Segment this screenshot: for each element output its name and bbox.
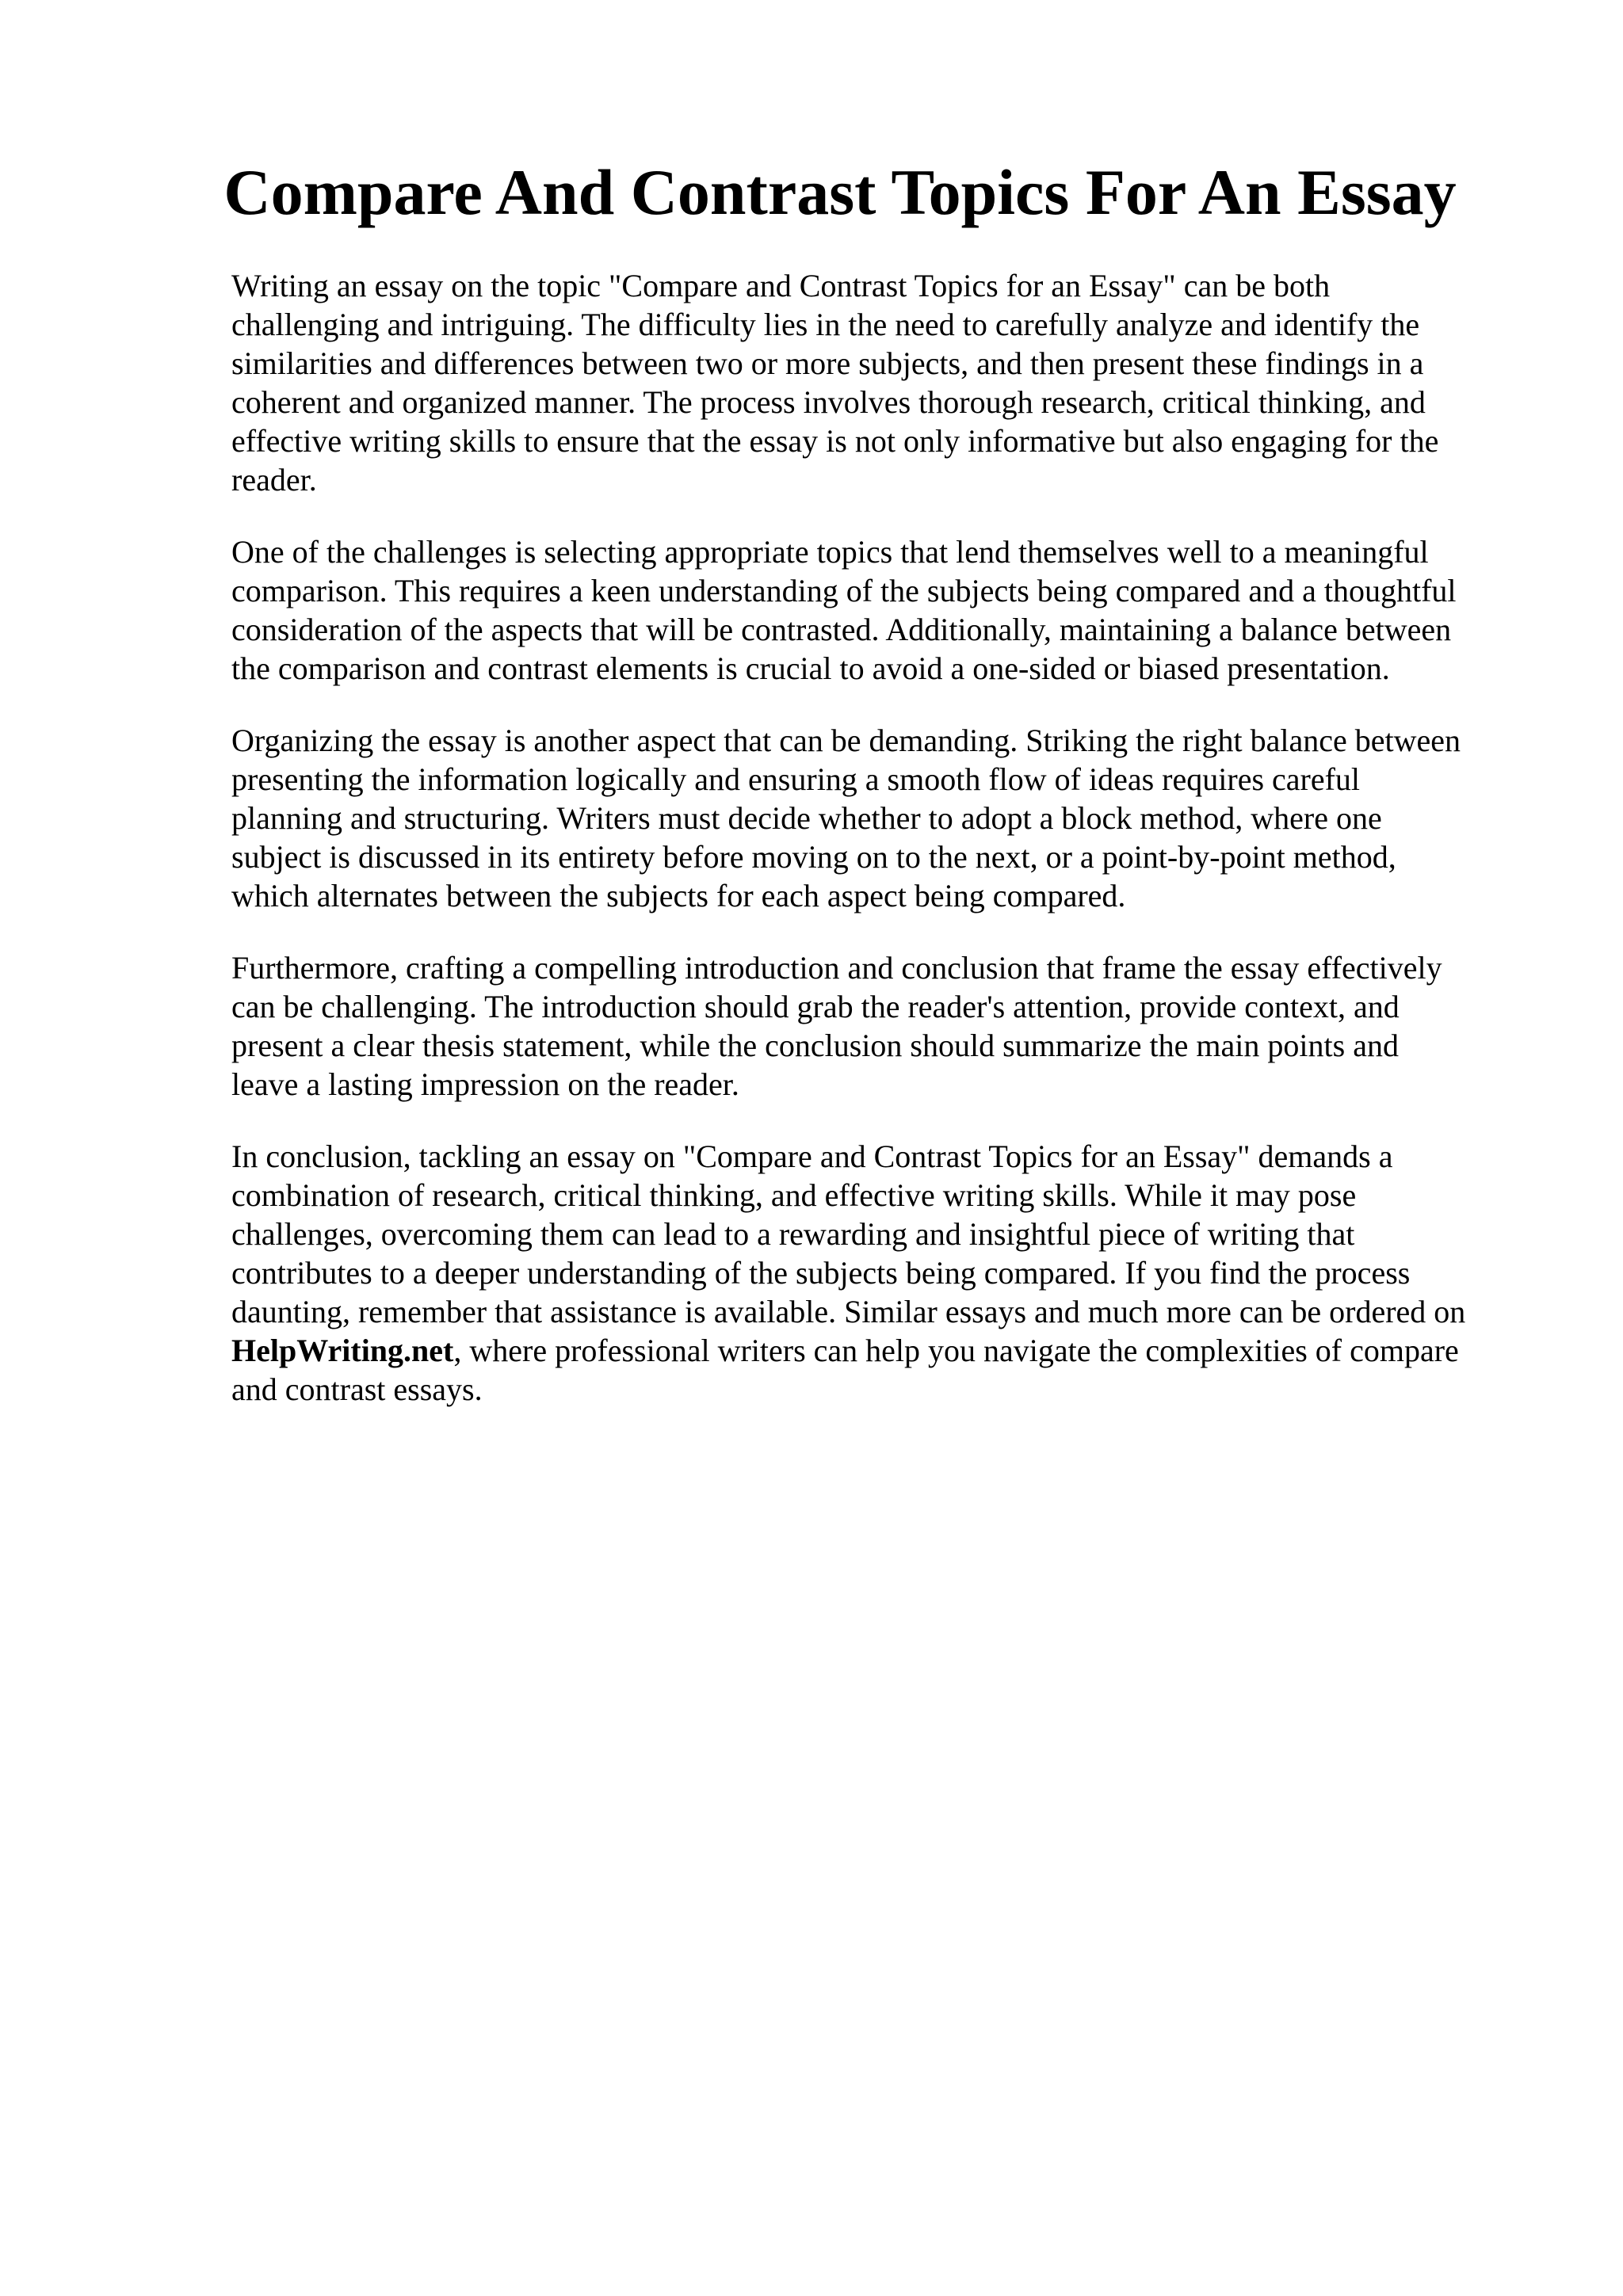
text-line: the comparison and contrast elements is crucial to avoid a one-sided or biased presentation. <box>231 650 1390 686</box>
text-line: which alternates between the subjects for each aspect being compared. <box>231 878 1126 913</box>
text-line: consideration of the aspects that will be contrasted. Additionally, maintaining a balance between <box>231 612 1452 647</box>
text-line: Writing an essay on the topic "Compare and Contrast Topics for an Essay" can be both <box>231 268 1331 303</box>
text-line: similarities and differences between two or more subjects, and then present these findings in a <box>231 345 1424 381</box>
paragraph-topic-selection <box>231 532 1531 688</box>
text-line-with-brand <box>231 1331 1531 1370</box>
text-line: effective writing skills to ensure that the essay is not only informative but also engaging for the <box>231 423 1439 459</box>
paragraph-intro <box>231 266 1531 499</box>
document-title: Compare And Contrast Topics For An Essay <box>223 156 1457 228</box>
text-line: Organizing the essay is another aspect that can be demanding. Striking the right balance between <box>231 723 1461 758</box>
text-line: leave a lasting impression on the reader. <box>231 1066 739 1102</box>
text-line: In conclusion, tackling an essay on "Compare and Contrast Topics for an Essay" demands a <box>231 1138 1393 1174</box>
text-line: contributes to a deeper understanding of the subjects being compared. If you find the process <box>231 1255 1411 1291</box>
text-line: One of the challenges is selecting appropriate topics that lend themselves well to a meaningful <box>231 534 1429 570</box>
text-line: reader. <box>231 462 317 498</box>
paragraph-conclusion <box>231 1137 1531 1409</box>
text-line: comparison. This requires a keen understanding of the subjects being compared and a thoughtful <box>231 573 1457 608</box>
text-line: challenging and intriguing. The difficulty lies in the need to carefully analyze and identify the <box>231 307 1420 342</box>
text-line: daunting, remember that assistance is available. Similar essays and much more can be ordered on <box>231 1294 1466 1329</box>
text-line: subject is discussed in its entirety before moving on to the next, or a point-by-point method, <box>231 839 1396 875</box>
text-line: planning and structuring. Writers must decide whether to adopt a block method, where one <box>231 800 1382 836</box>
text-line: can be challenging. The introduction should grab the reader's attention, provide context, and <box>231 989 1400 1024</box>
document-body <box>231 266 1531 1442</box>
text-line: challenges, overcoming them can lead to a rewarding and insightful piece of writing that <box>231 1216 1355 1252</box>
text-line: coherent and organized manner. The process involves thorough research, critical thinking, and <box>231 384 1426 420</box>
text-line: combination of research, critical thinking, and effective writing skills. While it may pose <box>231 1177 1357 1213</box>
brand-line-rest: , where professional writers can help you navigate the complexities of compare <box>453 1333 1459 1368</box>
text-line: and contrast essays. <box>231 1371 483 1407</box>
text-line: presenting the information logically and ensuring a smooth flow of ideas requires careful <box>231 761 1361 797</box>
paragraph-organization <box>231 721 1531 915</box>
text-line: present a clear thesis statement, while the conclusion should summarize the main points and <box>231 1028 1399 1063</box>
text-line: Furthermore, crafting a compelling introduction and conclusion that frame the essay effectively <box>231 950 1442 986</box>
brand-name: HelpWriting.net <box>231 1333 454 1368</box>
paragraph-intro-conclusion <box>231 948 1531 1104</box>
